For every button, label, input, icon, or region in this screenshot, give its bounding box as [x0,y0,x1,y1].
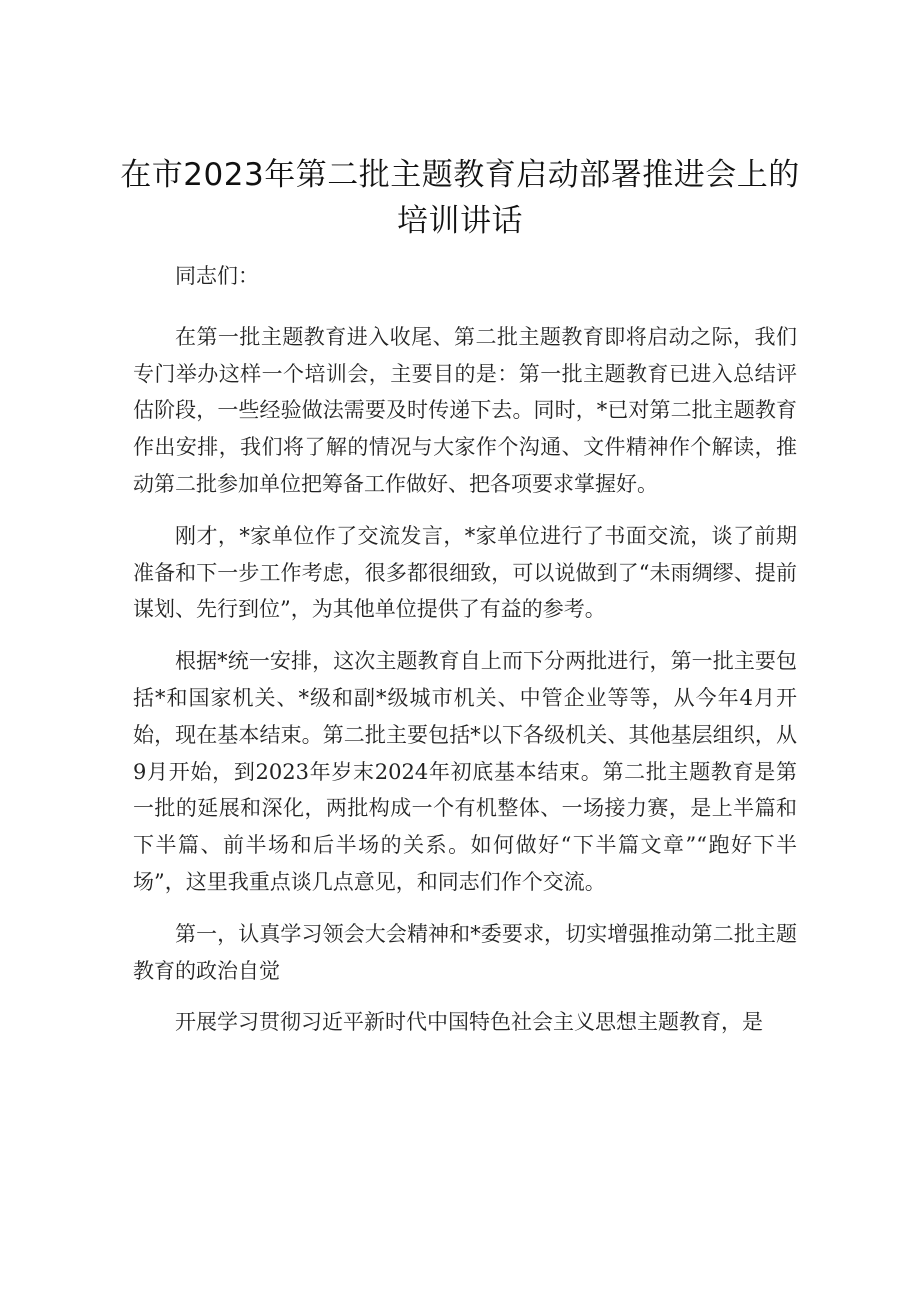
paragraph-4: 开展学习贯彻习近平新时代中国特色社会主义思想主题教育，是 [175,1010,763,1035]
paragraph-3: 根据*统一安排，这次主题教育自上而下分两批进行，第一批主要包括*和国家机关、*级和副*级城市机关、中管企业等等，从今年4月开始，现在基本结束。第二批主要包括*以下各级机关、其他基层组织，从9月开始，到2023年岁末2024年初底基本结束。第二批主题教育是第一批的延展和深化，两批构成一个有机整体、一场接力赛，是上半篇和下半篇、前半场和后半场的关系。如何做好“下半篇文章”“跑好下半场”，这里我重点谈几点意见，和同志们作个交流。 [133,649,797,894]
paragraph-1: 在第一批主题教育进入收尾、第二批主题教育即将启动之际，我们专门举办这样一个培训会，主要目的是：第一批主题教育已进入总结评估阶段，一些经验做法需要及时传递下去。同时，*已对第二批主题教育作出安排，我们将了解的情况与大家作个沟通、文件精神作个解读，推动第二批参加单位把筹备工作做好、把各项要求掌握好。 [133,324,797,496]
paragraph-2: 刚才，*家单位作了交流发言，*家单位进行了书面交流，谈了前期准备和下一步工作考虑，很多都很细致，可以说做到了“未雨绸缪、提前谋划、先行到位”，为其他单位提供了有益的参考。 [133,523,797,622]
section-heading-1: 第一，认真学习领会大会精神和*委要求，切实增强推动第二批主题教育的政治自觉 [133,921,797,983]
document-title: 在市2023年第二批主题教育启动部署推进会上的培训讲话 [120,157,800,239]
salutation: 同志们： [175,264,259,288]
document-body [133,258,797,1056]
